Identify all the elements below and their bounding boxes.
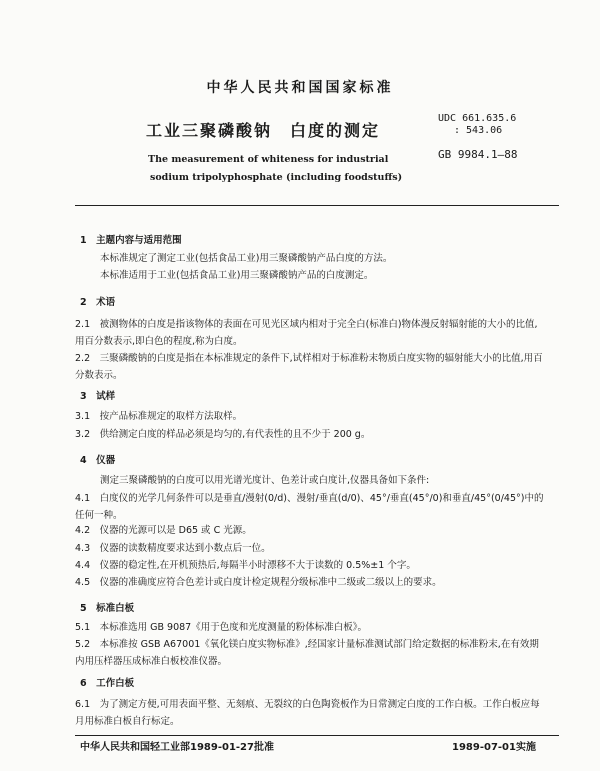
title-en-line1: The measurement of whiteness for industrial — [148, 154, 389, 165]
section-5-para-2: 5.2 本标准按 GSB A67001《氧化镁白度实物标准》,经国家计量标准测试部门给定数据的标准粉末,在有效期内用压样器压成标准白板校准仪器。 — [75, 639, 539, 667]
document-title-cn: 工业三聚磷酸钠 白度的测定 — [146, 121, 381, 140]
footer-divider — [75, 735, 559, 736]
section-3-para-1: 3.1 按产品标准规定的取样方法取样。 — [75, 411, 243, 422]
section-4-para-1: 4.1 白度仪的光学几何条件可以是垂直/漫射(0/d)、漫射/垂直(d/0)、45°/垂直(45°/0)和垂直/45°(0/45°)中的任何一种。 — [75, 493, 544, 521]
section-2-para-1: 2.1 被测物体的白度是指该物体的表面在可见光区域内相对于完全白(标准白)物体漫反射辐射能的大小的比值,用百分数表示,即白色的程度,称为白度。 — [75, 319, 538, 347]
section-2-title: 2 术语 — [80, 297, 116, 308]
section-1-title: 1 主题内容与适用范围 — [80, 235, 182, 246]
udc-code: UDC 661.635.6 — [438, 113, 517, 124]
national-standard-heading: 中华人民共和国国家标准 — [206, 80, 394, 96]
section-4-para-4: 4.4 仪器的稳定性,在开机预热后,每隔半小时漂移不大于读数的 0.5%±1 个字。 — [75, 560, 416, 571]
section-4-para-5: 4.5 仪器的准确度应符合色差计或白度计检定规程分级标准中二级或二级以上的要求。 — [75, 577, 442, 588]
section-4-intro: 测定三聚磷酸钠的白度可以用光谱光度计、色差计或白度计,仪器具备如下条件: — [100, 475, 430, 486]
section-6-title: 6 工作白板 — [80, 678, 135, 689]
section-4-title: 4 仪器 — [80, 455, 116, 466]
gb-number: GB 9984.1—88 — [438, 148, 518, 161]
section-4-para-2: 4.2 仪器的光源可以是 D65 或 C 光源。 — [75, 525, 252, 536]
udc-code-suffix: : 543.06 — [454, 125, 503, 136]
section-5-para-1: 5.1 本标准选用 GB 9087《用于色度和光度测量的粉体标准白板》。 — [75, 622, 367, 633]
section-3-title: 3 试样 — [80, 391, 116, 402]
effective-date: 1989-07-01实施 — [452, 742, 536, 753]
section-5-title: 5 标准白板 — [80, 603, 135, 614]
title-en-line2: sodium tripolyphosphate (including foodstuffs) — [150, 172, 403, 183]
section-2-para-2: 2.2 三聚磷酸钠的白度是指在本标准规定的条件下,试样相对于标准粉末物质白度实物的辐射能大小的比值,用百分数表示。 — [75, 353, 543, 381]
document-title-en — [148, 151, 402, 187]
header-divider — [75, 205, 559, 206]
approval-date: 中华人民共和国轻工业部1989-01-27批准 — [80, 742, 274, 753]
section-1-para-1: 本标准规定了测定工业(包括食品工业)用三聚磷酸钠产品白度的方法。 — [100, 253, 393, 264]
section-3-para-2: 3.2 供给测定白度的样品必须是均匀的,有代表性的且不少于 200 g。 — [75, 429, 371, 440]
section-1-para-2: 本标准适用于工业(包括食品工业)用三聚磷酸钠产品的白度测定。 — [100, 270, 374, 281]
section-4-para-3: 4.3 仪器的读数精度要求达到小数点后一位。 — [75, 543, 271, 554]
section-6-para-1: 6.1 为了测定方便,可用表面平整、无刻痕、无裂纹的白色陶瓷板作为日常测定白度的工作白板。工作白板应每月用标准白板自行标定。 — [75, 699, 540, 727]
